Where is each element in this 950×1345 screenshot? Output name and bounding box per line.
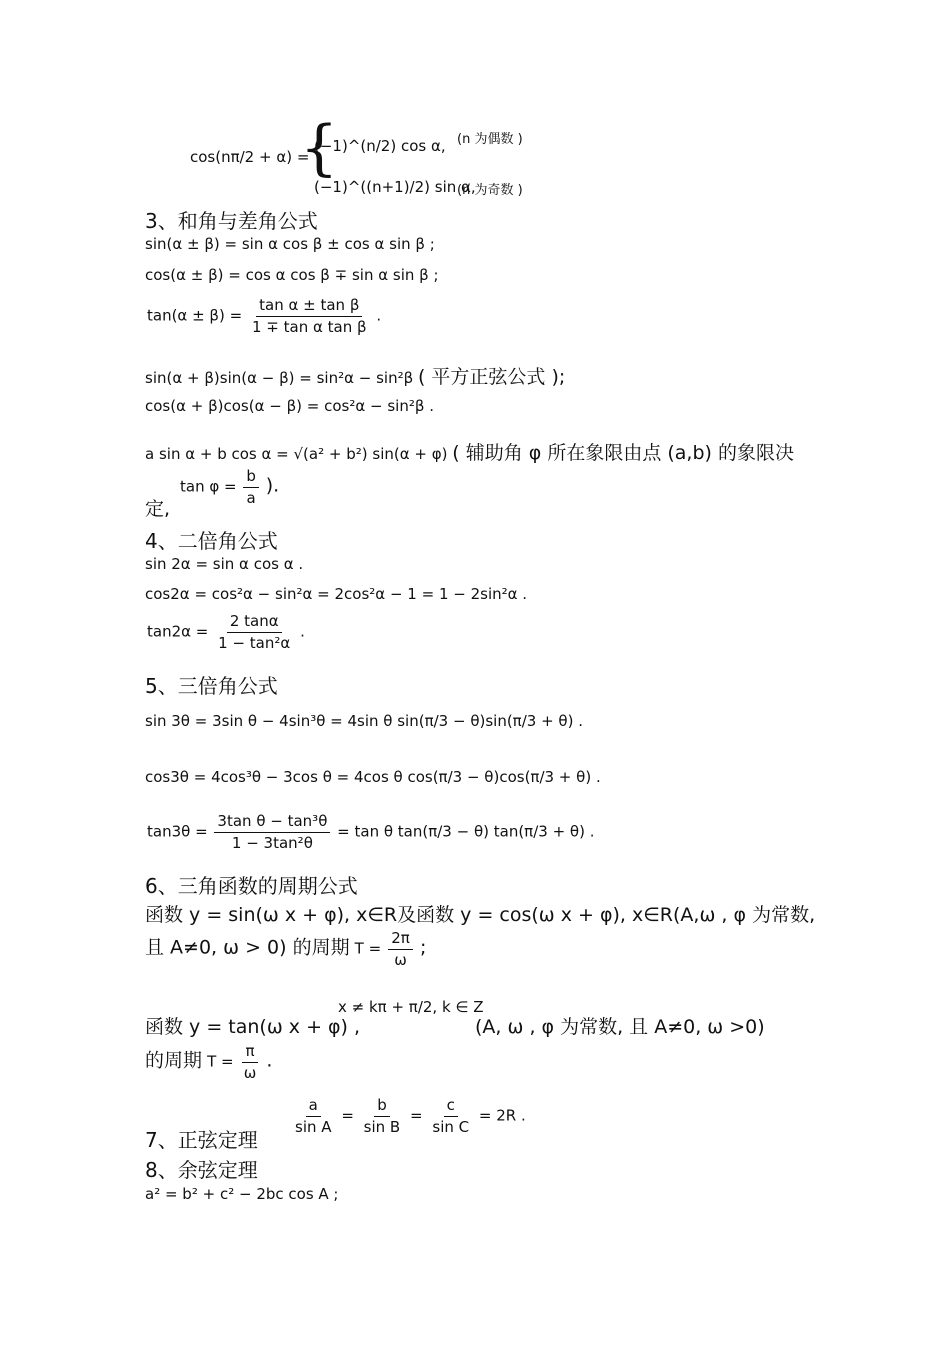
s4-tan-fraction bbox=[215, 613, 293, 651]
s3-square-sine-expr: sin(α + β)sin(α − β) = sin²α − sin²β bbox=[145, 369, 414, 387]
s5-tan-denominator: 1 − 3tan²θ bbox=[231, 833, 313, 852]
s7-fraction-b bbox=[361, 1097, 404, 1135]
s6-line-period-sin-cos bbox=[145, 930, 426, 968]
s4-tan-end: . bbox=[300, 622, 305, 641]
s5-formula-sin-triple: sin 3θ = 3sin θ − 4sin³θ = 4sin θ sin(π/3 − θ)sin(π/3 + θ) . bbox=[145, 712, 583, 730]
piecewise-case1: (−1)^(n/2) cos α, bbox=[314, 137, 446, 155]
s6-line2-text: 且 A≠0, ω > 0) 的周期 bbox=[145, 936, 350, 959]
s4-tan-denominator: 1 − tan²α bbox=[218, 633, 291, 652]
s6-line2-end: ; bbox=[419, 936, 427, 959]
s5-tan-lhs: tan3θ = bbox=[147, 822, 208, 841]
s4-formula-tan-double bbox=[147, 613, 305, 651]
s3-aux-tan-lhs: tan φ = bbox=[180, 477, 237, 496]
s6-line4-numerator: π bbox=[242, 1043, 257, 1063]
s6-line4-text: 的周期 bbox=[145, 1049, 203, 1072]
s4-tan-lhs: tan2α = bbox=[147, 622, 209, 641]
s3-formula-tan-sum bbox=[147, 297, 381, 335]
s4-formula-sin-double: sin 2α = sin α cos α . bbox=[145, 555, 304, 573]
s5-tan-fraction bbox=[214, 813, 330, 851]
s6-line4-denominator: ω bbox=[243, 1063, 257, 1082]
s7-numerator-b: b bbox=[374, 1097, 390, 1117]
s3-aux-note: ( 辅助角 φ 所在象限由点 (a,b) 的象限决 bbox=[452, 442, 794, 464]
s3-aux-tan-denominator: a bbox=[246, 488, 256, 507]
s5-tan-numerator: 3tan θ − tan³θ bbox=[214, 813, 330, 833]
piecewise-case1-note: (n 为偶数 ) bbox=[457, 132, 523, 147]
s6-line4-fraction bbox=[241, 1043, 260, 1081]
s4-tan-numerator: 2 tanα bbox=[227, 613, 282, 633]
s7-equals-2: = bbox=[410, 1106, 423, 1125]
section-4-heading: 4、二倍角公式 bbox=[145, 529, 278, 553]
s3-aux-continuation: 定, bbox=[145, 498, 171, 520]
s5-formula-cos-triple: cos3θ = 4cos³θ − 3cos θ = 4cos θ cos(π/3 − θ)cos(π/3 + θ) . bbox=[145, 768, 601, 786]
s3-tan-denominator: 1 ∓ tan α tan β bbox=[251, 317, 367, 336]
piecewise-lhs: cos(nπ/2 + α) = bbox=[190, 148, 310, 166]
left-brace: { bbox=[300, 113, 339, 183]
piecewise-case2-note: (n 为奇数 ) bbox=[457, 183, 523, 198]
s5-formula-tan-triple bbox=[147, 813, 594, 851]
s3-formula-auxiliary-angle bbox=[145, 438, 794, 465]
s6-line2-numerator: 2π bbox=[388, 930, 413, 950]
section-8-heading: 8、余弦定理 bbox=[145, 1158, 258, 1182]
s6-line4-T: T = bbox=[207, 1052, 234, 1071]
s3-tan-end: . bbox=[376, 306, 382, 325]
s3-tan-fraction bbox=[249, 297, 370, 335]
s6-line2-denominator: ω bbox=[394, 950, 407, 969]
s3-formula-sin-sum: sin(α ± β) = sin α cos β ± cos α sin β ; bbox=[145, 235, 435, 253]
s8-formula-cosine-law: a² = b² + c² − 2bc cos A ; bbox=[145, 1185, 339, 1203]
section-6-heading: 6、三角函数的周期公式 bbox=[145, 874, 358, 898]
s3-tan-numerator: tan α ± tan β bbox=[256, 297, 362, 317]
s3-formula-square-sine bbox=[145, 362, 565, 389]
s7-numerator-a: a bbox=[306, 1097, 321, 1117]
s7-equals-1: = bbox=[341, 1106, 354, 1125]
s6-line-tan: 函数 y = tan(ω x + φ) , bbox=[145, 1016, 361, 1038]
s3-aux-tan-fraction bbox=[243, 468, 259, 506]
s3-aux-end: ). bbox=[265, 474, 280, 497]
s3-aux-expr: a sin α + b cos α = √(a² + b²) sin(α + φ) bbox=[145, 445, 448, 463]
s3-aux-tan-numerator: b bbox=[243, 468, 259, 488]
s7-numerator-c: c bbox=[444, 1097, 458, 1117]
s6-line2-T: T = bbox=[354, 939, 382, 958]
s3-formula-cos-product: cos(α + β)cos(α − β) = cos²α − sin²β . bbox=[145, 397, 434, 415]
s3-square-sine-note: ( 平方正弦公式 ); bbox=[417, 366, 566, 388]
s6-line-period-tan bbox=[145, 1043, 272, 1081]
s7-formula-sine-law bbox=[290, 1097, 526, 1135]
s6-line-sin-cos: 函数 y = sin(ω x + φ), x∈R及函数 y = cos(ω x + φ), x∈R(A,ω , φ 为常数, bbox=[145, 904, 816, 926]
s7-denominator-c: sin C bbox=[432, 1117, 470, 1136]
s3-aux-tan-phi bbox=[180, 468, 279, 506]
s7-end: . bbox=[520, 1106, 526, 1125]
s6-line2-fraction bbox=[388, 930, 413, 968]
s7-fraction-a bbox=[292, 1097, 335, 1135]
s3-formula-cos-sum: cos(α ± β) = cos α cos β ∓ sin α sin β ; bbox=[145, 266, 439, 284]
piecewise-case2: (−1)^((n+1)/2) sin α, bbox=[314, 178, 476, 196]
section-3-heading: 3、和角与差角公式 bbox=[145, 209, 318, 233]
s6-line-tan-constants: (A, ω , φ 为常数, 且 A≠0, ω >0) bbox=[475, 1016, 765, 1038]
s7-fraction-c bbox=[429, 1097, 472, 1135]
s7-denominator-b: sin B bbox=[363, 1117, 401, 1136]
s6-line-tan-condition: x ≠ kπ + π/2, k ∈ Z bbox=[338, 998, 484, 1016]
s5-tan-rhs: = tan θ tan(π/3 − θ) tan(π/3 + θ) . bbox=[337, 822, 595, 841]
s7-rhs: = 2R bbox=[478, 1106, 517, 1125]
s7-denominator-a: sin A bbox=[295, 1117, 332, 1136]
s3-tan-lhs: tan(α ± β) = bbox=[147, 306, 243, 325]
s6-line4-end: . bbox=[266, 1049, 273, 1072]
section-5-heading: 5、三倍角公式 bbox=[145, 674, 278, 698]
section-7-heading: 7、正弦定理 bbox=[145, 1128, 258, 1152]
s4-formula-cos-double: cos2α = cos²α − sin²α = 2cos²α − 1 = 1 − 2sin²α . bbox=[145, 585, 528, 603]
